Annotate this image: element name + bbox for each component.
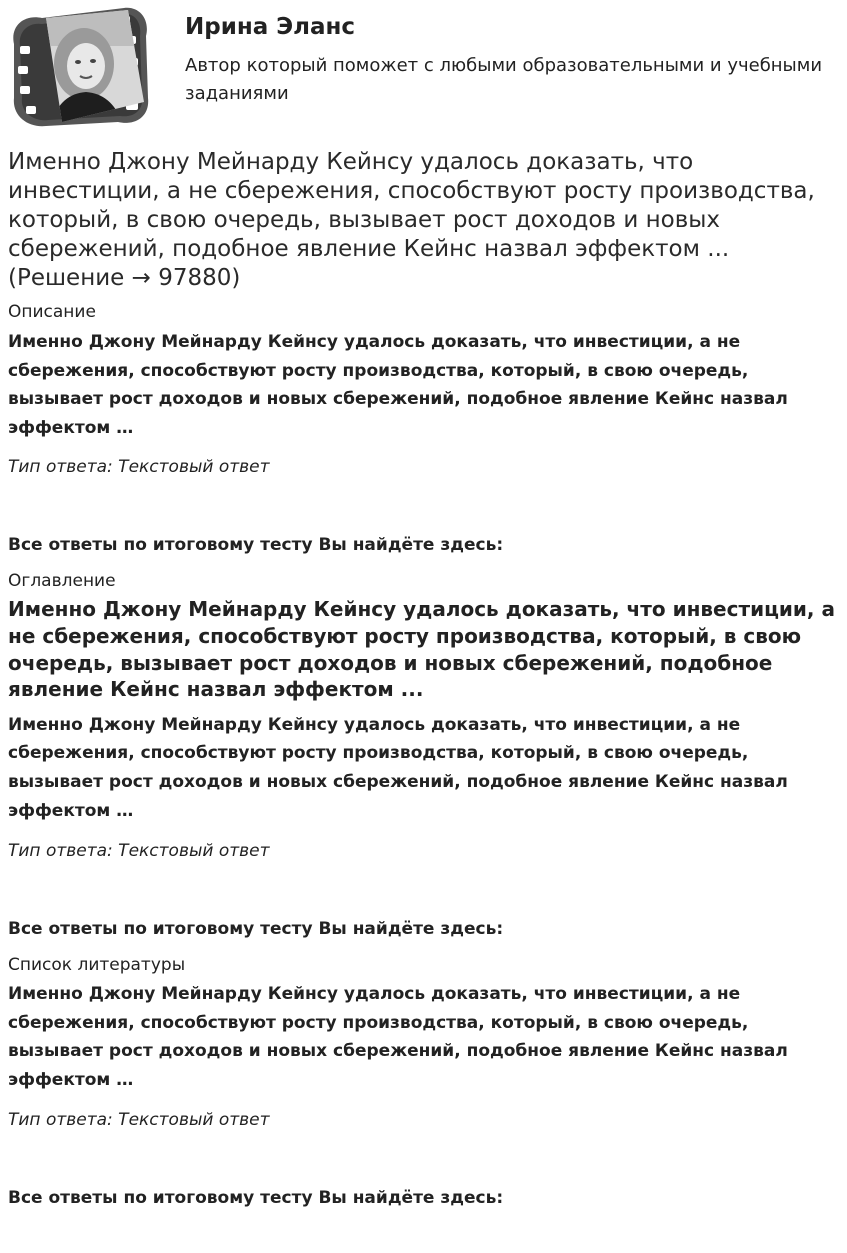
question-text: Именно Джону Мейнарду Кейнсу удалось доказать, что инвестиции, а не сбережения, способствуют росту производства, который, в свою очередь, вызывает рост доходов и новых сбережений, подобное явление Кейнс назвал эффектом … xyxy=(8,714,788,821)
author-header xyxy=(0,0,847,140)
section-label-description: Описание xyxy=(8,302,96,322)
answer-type: Тип ответа: Текстовый ответ xyxy=(8,1109,270,1130)
answer-type: Тип ответа: Текстовый ответ xyxy=(8,841,270,862)
author-description: Автор который поможет с любыми образовательными и учебными заданиями xyxy=(185,55,823,104)
author-avatar xyxy=(6,6,152,128)
question-text: Именно Джону Мейнарду Кейнсу удалось доказать, что инвестиции, а не сбережения, способствуют росту производства, который, в свою очередь, вызывает рост доходов и новых сбережений, подобное явление Кейнс назвал эффектом … xyxy=(8,984,788,1090)
section-label-contents: Оглавление xyxy=(8,571,116,592)
all-answers-link-text: Все ответы по итоговому тесту Вы найдёте здесь: xyxy=(8,919,504,940)
question-text: Именно Джону Мейнарду Кейнсу удалось доказать, что инвестиции, а не сбережения, способствуют росту производства, который, в свою очередь, вызывает рост доходов и новых сбережений, подобное явление Кейнс назвал эффектом … xyxy=(8,332,788,438)
main-content xyxy=(8,148,840,1209)
all-answers-link-text: Все ответы по итоговому тесту Вы найдёте здесь: xyxy=(8,1187,504,1208)
page-title: Именно Джону Мейнарду Кейнсу удалось доказать, что инвестиции, а не сбережения, способствуют росту производства, который, в свою очередь, вызывает рост доходов и новых сбережений, подобное явление Кейнс назвал эффектом ... (Решение → 97880) xyxy=(8,149,815,291)
all-answers-link-text: Все ответы по итоговому тесту Вы найдёте здесь: xyxy=(8,535,504,556)
section-label-references: Список литературы xyxy=(8,955,186,976)
author-name: Ирина Эланс xyxy=(185,14,356,40)
answer-type: Тип ответа: Текстовый ответ xyxy=(8,457,270,478)
contents-heading: Именно Джону Мейнарду Кейнсу удалось доказать, что инвестиции, а не сбережения, способствуют росту производства, который, в свою очередь, вызывает рост доходов и новых сбережений, подобное явление Кейнс назвал эффектом ... xyxy=(8,597,835,702)
